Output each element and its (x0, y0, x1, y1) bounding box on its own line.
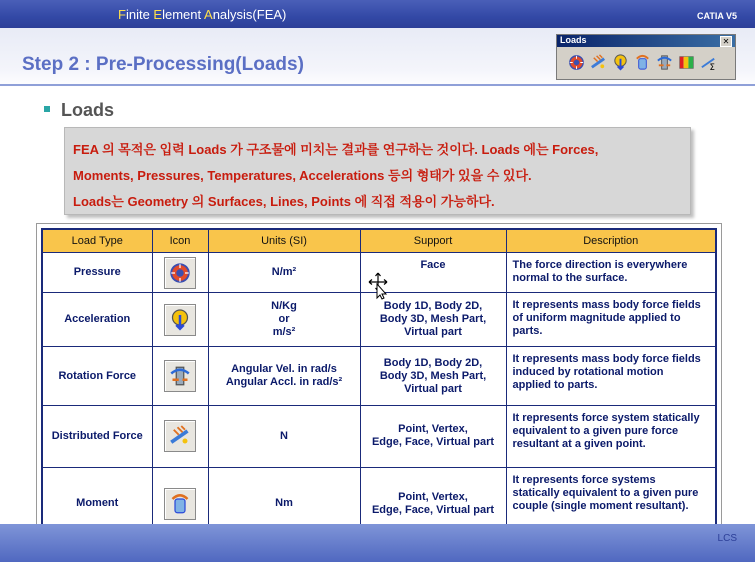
load-type-label: Rotation Force (58, 369, 137, 382)
description-cell (506, 253, 716, 293)
icon-cell (152, 293, 208, 347)
cell-line: statically equivalent to a given pure (512, 487, 699, 500)
svg-text:Σ: Σ (709, 63, 715, 72)
icon-cell (152, 347, 208, 405)
units-cell (208, 293, 360, 347)
toolbar-icons (567, 53, 718, 72)
header-description: Description (506, 229, 716, 253)
cell-line: m/s² (272, 326, 296, 339)
title-part: E (153, 7, 163, 22)
cell-line: The force direction is everywhere (512, 259, 688, 271)
cell-line: Edge, Face, Virtual part (371, 436, 495, 449)
distributed-force-icon[interactable] (589, 53, 608, 72)
distributed-force-icon (164, 420, 196, 452)
cell-line: of uniform magnitude applied to (512, 312, 681, 325)
table-row (42, 347, 716, 405)
cell-line: equivalent to a given pure force (512, 424, 679, 437)
title-divider (0, 84, 755, 86)
cell-line: Nm (275, 497, 293, 510)
section-heading: Loads (61, 100, 115, 120)
move-cursor-icon (368, 272, 390, 300)
load-type-cell (42, 293, 152, 347)
cell-line: resultant at a given point. (512, 437, 646, 450)
callout-line-1: FEA 의 목적은 입력 Loads 가 구조물에 미치는 결과를 연구하는 것이다. Loads 에는 Forces, (73, 142, 599, 157)
page-title: Step 2 : Pre-Processing(Loads) (22, 54, 304, 75)
icon-cell (152, 253, 208, 293)
cell-line: couple (single moment resultant). (512, 500, 689, 513)
cell-line: Angular Vel. in rad/s (231, 363, 337, 376)
cell-line: Body 3D, Mesh Part, (379, 369, 487, 382)
load-type-cell (42, 405, 152, 467)
rotation-force-icon (164, 360, 196, 392)
footer-band (0, 524, 755, 562)
temperature-icon[interactable] (677, 53, 696, 72)
header-support: Support (360, 229, 506, 253)
footer-label: LCS (717, 533, 737, 544)
units-cell (208, 405, 360, 467)
cell-line: N/m² (271, 266, 297, 279)
description-cell (506, 405, 716, 467)
cell-line: Edge, Face, Virtual part (371, 503, 495, 516)
cell-line: Body 3D, Mesh Part, (379, 313, 487, 326)
cell-line: applied to parts. (512, 379, 598, 392)
rotation-force-icon[interactable] (655, 53, 674, 72)
cell-line: It represents force systems (512, 474, 656, 487)
cell-line: N/Kg (271, 300, 297, 313)
load-type-label: Moment (76, 497, 119, 510)
description-cell (506, 293, 716, 347)
support-cell (360, 347, 506, 405)
cell-line: Virtual part (404, 382, 462, 395)
load-summary-icon[interactable] (699, 53, 718, 72)
title-part: F (118, 7, 126, 22)
loads-toolbar[interactable] (556, 34, 736, 80)
table-header-row (42, 229, 716, 253)
title-part: inite (125, 7, 154, 22)
top-bar (0, 0, 755, 28)
units-cell (208, 253, 360, 293)
header-units: Units (SI) (208, 229, 360, 253)
load-type-label: Distributed Force (51, 429, 143, 442)
load-type-cell (42, 253, 152, 293)
callout-line-2: Moments, Pressures, Temperatures, Accelerations 등의 형태가 있을 수 있다. (73, 168, 532, 183)
load-type-cell (42, 347, 152, 405)
bullet-icon (44, 106, 50, 112)
moment-icon[interactable] (633, 53, 652, 72)
load-type-label: Pressure (73, 266, 121, 279)
acceleration-icon (164, 304, 196, 336)
pressure-icon[interactable] (567, 53, 586, 72)
cell-line: or (278, 313, 290, 326)
cell-line: Face (420, 259, 446, 271)
presentation-title (118, 7, 286, 22)
cell-line: N (280, 429, 288, 442)
cell-line: Body 1D, Body 2D, (383, 356, 483, 369)
moment-icon (164, 488, 196, 520)
cell-line: Angular Accl. in rad/s² (225, 376, 343, 389)
cell-line: It represents force system statically (512, 411, 700, 424)
table-row (42, 293, 716, 347)
units-cell (208, 347, 360, 405)
toolbar-titlebar[interactable] (557, 35, 735, 47)
brand-label: CATIA V5 (696, 11, 737, 21)
acceleration-icon[interactable] (611, 53, 630, 72)
support-cell (360, 405, 506, 467)
title-part: A (204, 7, 213, 22)
cell-line: normal to the surface. (512, 272, 628, 284)
cell-line: Point, Vertex, (398, 423, 468, 436)
cell-line: parts. (512, 325, 543, 338)
title-part: nalysis(FEA) (212, 7, 287, 22)
toolbar-title: Loads (560, 35, 587, 45)
description-cell (506, 347, 716, 405)
cell-line: Virtual part (404, 326, 462, 339)
support-cell (360, 293, 506, 347)
table-row (42, 405, 716, 467)
cell-line: It represents mass body force fields (512, 353, 701, 366)
icon-cell (152, 405, 208, 467)
cell-line: induced by rotational motion (512, 366, 664, 379)
pressure-icon (164, 257, 196, 289)
info-callout (64, 127, 691, 215)
load-type-label: Acceleration (64, 313, 131, 326)
close-icon[interactable]: ✕ (720, 36, 732, 47)
callout-line-3: Loads는 Geometry 의 Surfaces, Lines, Points 에 직접 적용이 가능하다. (73, 194, 495, 209)
header-load-type: Load Type (42, 229, 152, 253)
cell-line: Point, Vertex, (398, 490, 468, 503)
header-icon: Icon (152, 229, 208, 253)
cell-line: Body 1D, Body 2D, (383, 300, 483, 313)
title-part: lement (162, 7, 205, 22)
loads-table-panel (36, 223, 722, 543)
cell-line: It represents mass body force fields (512, 299, 701, 312)
